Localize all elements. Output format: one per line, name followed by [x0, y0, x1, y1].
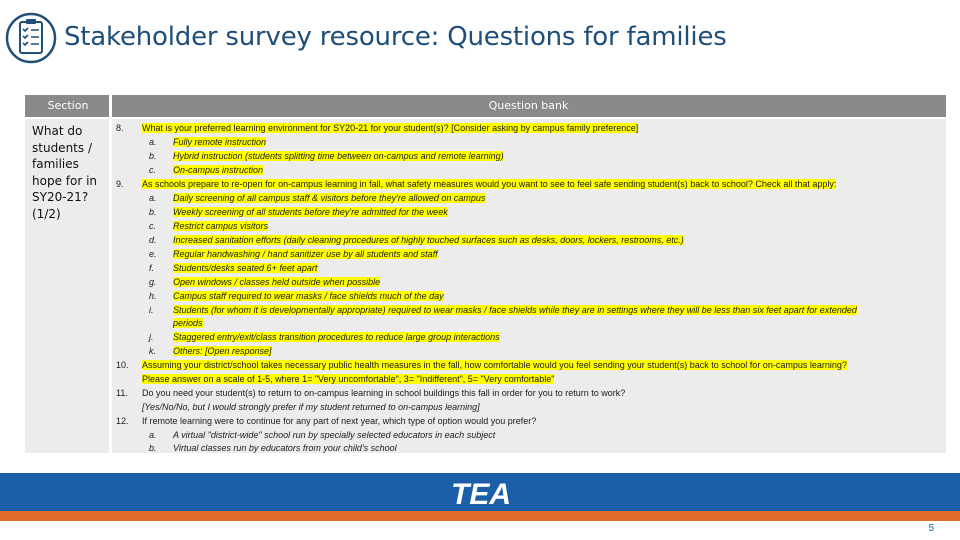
- option-text: Hybrid instruction (students splitting time between on-campus and remote learning): [173, 151, 504, 161]
- question-number: 8.: [116, 123, 124, 133]
- option-text: Weekly screening of all students before they're admitted for the week: [173, 207, 448, 217]
- option-text: Restrict campus visitors: [173, 221, 269, 231]
- option-text: A virtual "district-wide" school run by specially selected educators in each subject: [173, 430, 496, 440]
- option-text: Staggered entry/exit/class transition procedures to reduce large group interactions: [173, 332, 500, 342]
- option-text: Campus staff required to wear masks / face shields much of the day: [173, 291, 444, 301]
- page-title: Stakeholder survey resource: Questions for families: [64, 22, 727, 52]
- option-text: Others: [Open response]: [173, 346, 272, 356]
- question-number: 12.: [116, 416, 129, 426]
- tea-logo: [440, 478, 522, 508]
- option-text: Daily screening of all campus staff & visitors before they're allowed on campus: [173, 193, 486, 203]
- question-text: Assuming your district/school takes necessary public health measures in the fall, how comfortable would you feel sending your student(s) back to school for on-campus learning?: [142, 360, 847, 370]
- column-divider: [109, 95, 112, 453]
- page-number: 5: [928, 523, 934, 534]
- option-letter: e.: [149, 249, 157, 259]
- section-column-header: Section: [25, 95, 111, 117]
- option-letter: g.: [149, 277, 157, 287]
- option-text: Regular handwashing / hand sanitizer use by all students and staff: [173, 249, 438, 259]
- footer-stripe: [0, 511, 960, 521]
- option-letter: a.: [149, 193, 157, 203]
- option-letter: b.: [149, 207, 157, 217]
- svg-text:TEA: TEA: [451, 478, 511, 508]
- question-number: 11.: [116, 388, 128, 398]
- option-text: Fully remote instruction: [173, 137, 267, 147]
- option-letter: b.: [149, 443, 157, 453]
- question-text: If remote learning were to continue for any part of next year, which type of option would you prefer?: [142, 416, 537, 426]
- question-text: What is your preferred learning environment for SY20-21 for your student(s)? [Consider asking by campus family preference]: [142, 123, 639, 133]
- option-text: Students/desks seated 6+ feet apart: [173, 263, 318, 273]
- option-text: Virtual classes run by educators from your child's school: [173, 443, 397, 453]
- option-letter: c.: [149, 221, 157, 231]
- option-letter: a.: [149, 137, 157, 147]
- section-label: What do students / families hope for in SY20-21? (1/2): [32, 124, 98, 221]
- option-letter: d.: [149, 235, 157, 245]
- option-text: Open windows / classes held outside when possible: [173, 277, 381, 287]
- question-table: [25, 95, 946, 453]
- question-number: 10.: [116, 360, 129, 370]
- option-text: Increased sanitation efforts (daily cleaning procedures of highly touched surfaces such as desks, doors, lockers, restrooms, etc.): [173, 235, 684, 245]
- question-text-continued: Please answer on a scale of 1-5, where 1= "Very uncomfortable", 3= "Indifferent", 5= "Very comfortable": [142, 374, 555, 384]
- question-text-continued: [Yes/No/No, but I would strongly prefer if my student returned to on-campus learning]: [142, 402, 480, 412]
- option-letter: f.: [149, 263, 155, 273]
- question-bank-column-header: Question bank: [111, 95, 946, 117]
- question-text: As schools prepare to re-open for on-campus learning in fall, what safety measures would you want to see to feel safe sending student(s) back to school? Check all that apply:: [142, 179, 837, 189]
- option-letter: a.: [149, 430, 157, 440]
- option-letter: j.: [149, 332, 154, 342]
- option-letter: h.: [149, 291, 157, 301]
- option-letter: b.: [149, 151, 157, 161]
- option-text: On-campus instruction: [173, 165, 264, 175]
- option-letter: i.: [149, 305, 154, 315]
- option-letter: k.: [149, 346, 157, 356]
- question-text: Do you need your student(s) to return to on-campus learning in school buildings this fall in order for you to return to work?: [142, 388, 626, 398]
- question-number: 9.: [116, 179, 124, 189]
- option-text-continued: periods: [173, 318, 203, 328]
- option-letter: c.: [149, 165, 157, 175]
- option-text: Students (for whom it is developmentally appropriate) required to wear masks / face shields while they are in settings where they will be less than six feet apart for extended: [173, 305, 857, 315]
- checklist-icon: [5, 12, 57, 64]
